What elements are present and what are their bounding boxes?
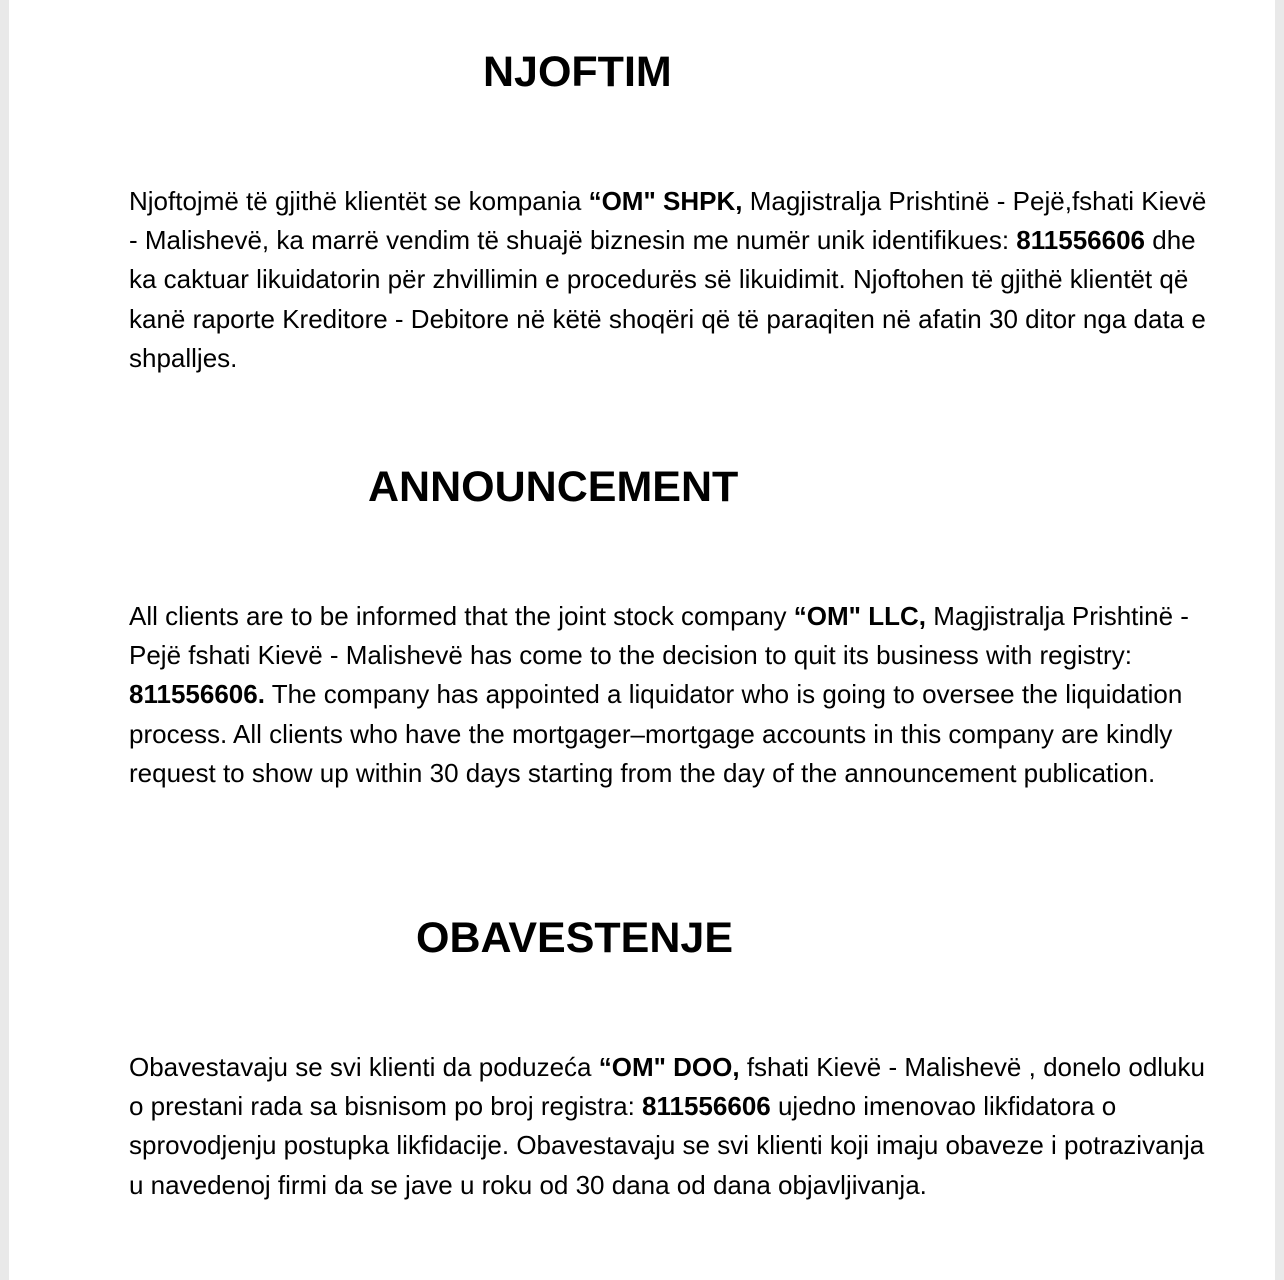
registry-number: 811556606 [1016, 225, 1146, 256]
paragraph-text: dhe ka caktuar likuidatorin për zhvillimin e procedurës së likuidimit. Njoftohen të gjithë klientët që kanë raporte Kreditore - Debitore në këtë shoqëri që të paraqiten në afatin 30 ditor nga data e shpalljes. [129, 225, 1206, 373]
company-name: “OM" SHPK, [588, 186, 743, 216]
paragraph-serbian [129, 1048, 1214, 1205]
registry-number: 811556606 [642, 1091, 771, 1122]
paragraph-text: fshati Kievë - Malishevë , donelo odluku o prestani rada sa bisnisom po broj registra: [129, 1052, 1205, 1122]
paragraph-text: Obavestavaju se svi klienti da poduzeća [129, 1052, 599, 1082]
paragraph-albanian [129, 182, 1214, 378]
heading-njoftim: NJOFTIM [483, 48, 672, 96]
paragraph-text: Magjistralja Prishtinë - Pejë,fshati Kievë - Malishevë, ka marrë vendim të shuajë biznesin me numër unik identifikues: [129, 186, 1207, 256]
paragraph-english [129, 597, 1214, 793]
company-name: “OM" DOO, [598, 1052, 740, 1082]
paragraph-text: Njoftojmë të gjithë klientët se kompania [129, 186, 589, 216]
registry-number: 811556606. [129, 679, 265, 710]
paragraph-text: Magjistralja Prishtinë - Pejë fshati Kievë - Malishevë has come to the decision to quit its business with registry: [129, 601, 1189, 671]
paragraph-text: ujedno imenovao likfidatora o sprovodjenju postupka likfidacije. Obavestavaju se svi klienti koji imaju obaveze i potrazivanja u navedenoj firmi da se jave u roku od 30 dana od dana objavljivanja. [129, 1091, 1205, 1200]
heading-obavestenje: OBAVESTENJE [416, 914, 733, 962]
paragraph-text: The company has appointed a liquidator who is going to oversee the liquidation process. All clients who have the mortgager–mortgage accounts in this company are kindly request to show up within 30 days starting from the day of the announcement publication. [129, 679, 1183, 788]
company-name: “OM" LLC, [793, 601, 926, 631]
heading-announcement: ANNOUNCEMENT [368, 463, 739, 511]
paragraph-text: All clients are to be informed that the joint stock company [129, 601, 794, 631]
